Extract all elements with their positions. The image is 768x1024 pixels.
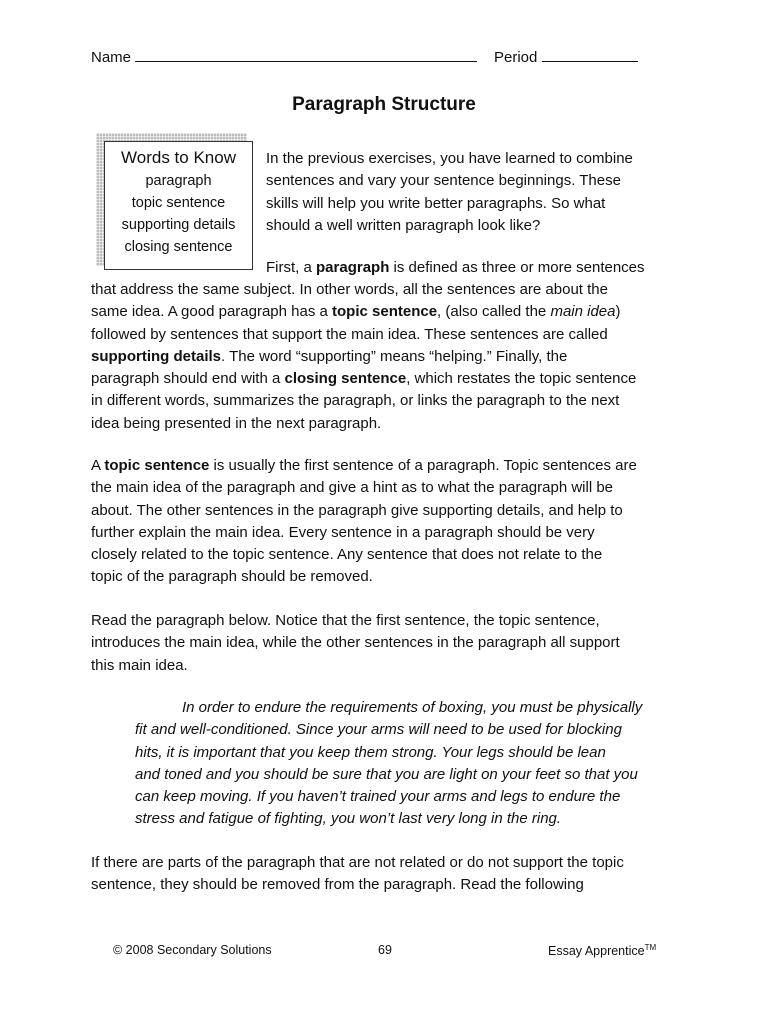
word-item: supporting details [121,217,236,233]
name-label: Name [91,47,477,66]
name-blank [135,47,477,62]
paragraph-3: Read the paragraph below. Notice that the first sentence, the topic sentence, introduces the main idea, while the other sentences in the paragraph all support this main idea. [91,612,620,674]
words-to-know-box [104,141,253,270]
period-blank [542,47,638,62]
footer-copyright: © 2008 Secondary Solutions [113,943,272,957]
page-title: Paragraph Structure [292,94,476,115]
word-item: paragraph [145,173,212,189]
word-item: closing sentence [124,239,233,255]
footer-brand: Essay Apprentice™ [548,943,657,959]
paragraph-1: that address the same subject. In other words, all the sentences are about the same idea. A good paragraph has a topic sentence, (also called the main idea) followed by sentences that support the main idea. These sentences are called supporting details. The word “supporting” means “helping.” Finally, the paragraph should end with a closing sentence, which restates the topic sentence in different words, summarizes the paragraph, or links the paragraph to the next idea being presented in the next paragraph. [91,281,637,432]
period-label: Period [494,47,638,66]
intro-paragraph: In the previous exercises, you have learned to combine sentences and vary your sentence beginnings. These skills will help you write better paragraphs. So what should a well written paragraph look like? [266,150,633,234]
paragraph-4: If there are parts of the paragraph that are not related or do not support the topic sentence, they should be removed from the paragraph. Read the following [91,854,624,894]
paragraph-2: A topic sentence is usually the first sentence of a paragraph. Topic sentences are the main idea of the paragraph and give a hint as to what the paragraph will be about. The other sentences in the paragraph give supporting details, and help to further explain the main idea. Every sentence in a paragraph should be very closely related to the topic sentence. Any sentence that does not relate to the topic of the paragraph should be removed. [91,457,637,586]
page-number: 69 [378,943,392,957]
p1-line-1: First, a paragraph is defined as three or more sentences [266,259,645,276]
word-item: topic sentence [131,195,226,211]
words-to-know-heading: Words to Know [121,148,236,167]
example-paragraph: In order to endure the requirements of boxing, you must be physically fit and well-conditioned. Since your arms will need to be used for blocking hits, it is important that you keep them strong. Your legs should be lean and toned and you should be sure that you are light on your feet so that you can keep moving. If you haven’t trained your arms and legs to endure the stress and fatigue of fighting, you won’t last very long in the ring. [135,699,643,828]
